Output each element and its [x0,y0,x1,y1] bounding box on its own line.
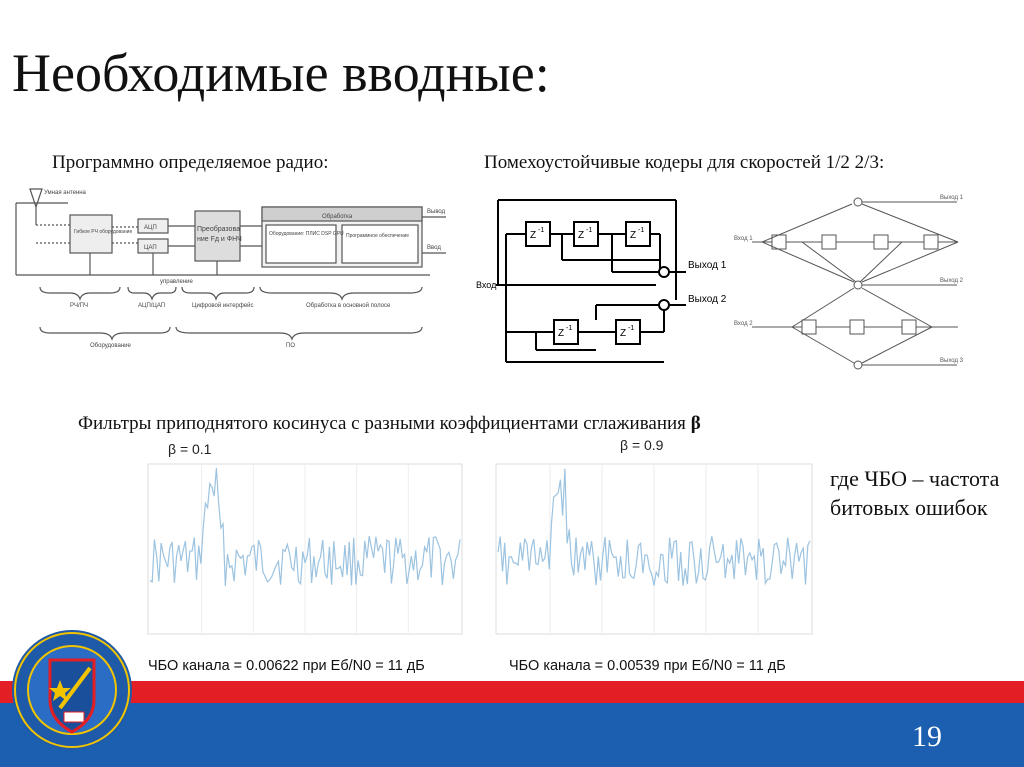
coder-caption: Помехоустойчивые кодеры для скоростей 1/2 2/3: [484,152,885,173]
plot-beta-01 [132,436,468,658]
label-input: Ввод [427,245,441,251]
antenna-icon [30,189,42,207]
label-dac: ЦАП [144,245,157,251]
plot-beta-09 [488,436,820,658]
z-label: Z [578,230,585,241]
coder-left-input: Вход [476,280,497,290]
z-exp: -1 [638,227,645,234]
coder-left-diagram [476,190,726,368]
ber-definition-note: где ЧБО – частота битовых ошибок [830,466,1000,520]
footer-blue-band [0,703,1024,767]
ber-plot1: ЧБО канала = 0.00622 при Еб/N0 = 11 дБ [148,658,425,674]
ber-plot2: ЧБО канала = 0.00539 при Еб/N0 = 11 дБ [509,658,786,674]
label-converter-2: ние Fд и ФНЧ [197,236,242,243]
z-label: Z [630,230,637,241]
label-adc: АЦП [144,225,157,231]
label-equipment: Оборудование: ПЛИС DSP GPU [269,231,344,237]
coder-right-diagram [732,190,972,372]
label-processing: Обработка [322,214,353,220]
plot1-beta-label: β = 0.1 [168,441,212,457]
z-exp: -1 [566,325,573,332]
label-digital-if: Цифровой интерфейс [192,303,254,309]
sdr-caption: Программно определяемое радио: [52,152,329,173]
coder-right-in1: Вход 1 [734,236,753,242]
coder-right-out3: Выход 3 [940,358,963,364]
z-label: Z [558,328,565,339]
label-po: ПО [286,343,295,349]
label-rf-if: РЧ/ПЧ [70,303,88,309]
coder-left-out1: Выход 1 [688,260,726,271]
label-software: Программное обеспечение [346,233,410,239]
page-number: 19 [912,720,942,753]
label-hardware: Оборудование [90,343,131,349]
z-label: Z [620,328,627,339]
label-baseband: Обработка в основной полосе [306,303,391,309]
label-adc-dac: АЦП/ЦАП [138,303,166,309]
coder-right-out2: Выход 2 [940,278,963,284]
z-label: Z [530,230,537,241]
label-output: Вывод [427,209,446,215]
filters-caption [78,413,701,435]
plot2-beta-label: β = 0.9 [620,437,664,453]
coder-right-out1: Выход 1 [940,195,963,201]
label-control: управление [160,279,193,285]
z-exp: -1 [538,227,545,234]
coder-left-out2: Выход 2 [688,294,726,305]
z-exp: -1 [586,227,593,234]
sdr-diagram [10,185,450,360]
filters-caption-text: Фильтры приподнятого косинуса с разными коэффициентами сглаживания [78,413,691,434]
label-rf: Гибкое РЧ оборудование [74,229,133,235]
label-antenna: Умная антенна [44,190,86,196]
university-emblem-icon [10,628,134,752]
coder-right-in2: Вход 2 [734,321,753,327]
footer-red-band [0,681,1024,703]
slide-title: Необходимые вводные: [12,43,550,103]
label-converter-1: Преобразова [197,226,240,233]
z-exp: -1 [628,325,635,332]
filters-caption-beta: β [690,413,701,434]
